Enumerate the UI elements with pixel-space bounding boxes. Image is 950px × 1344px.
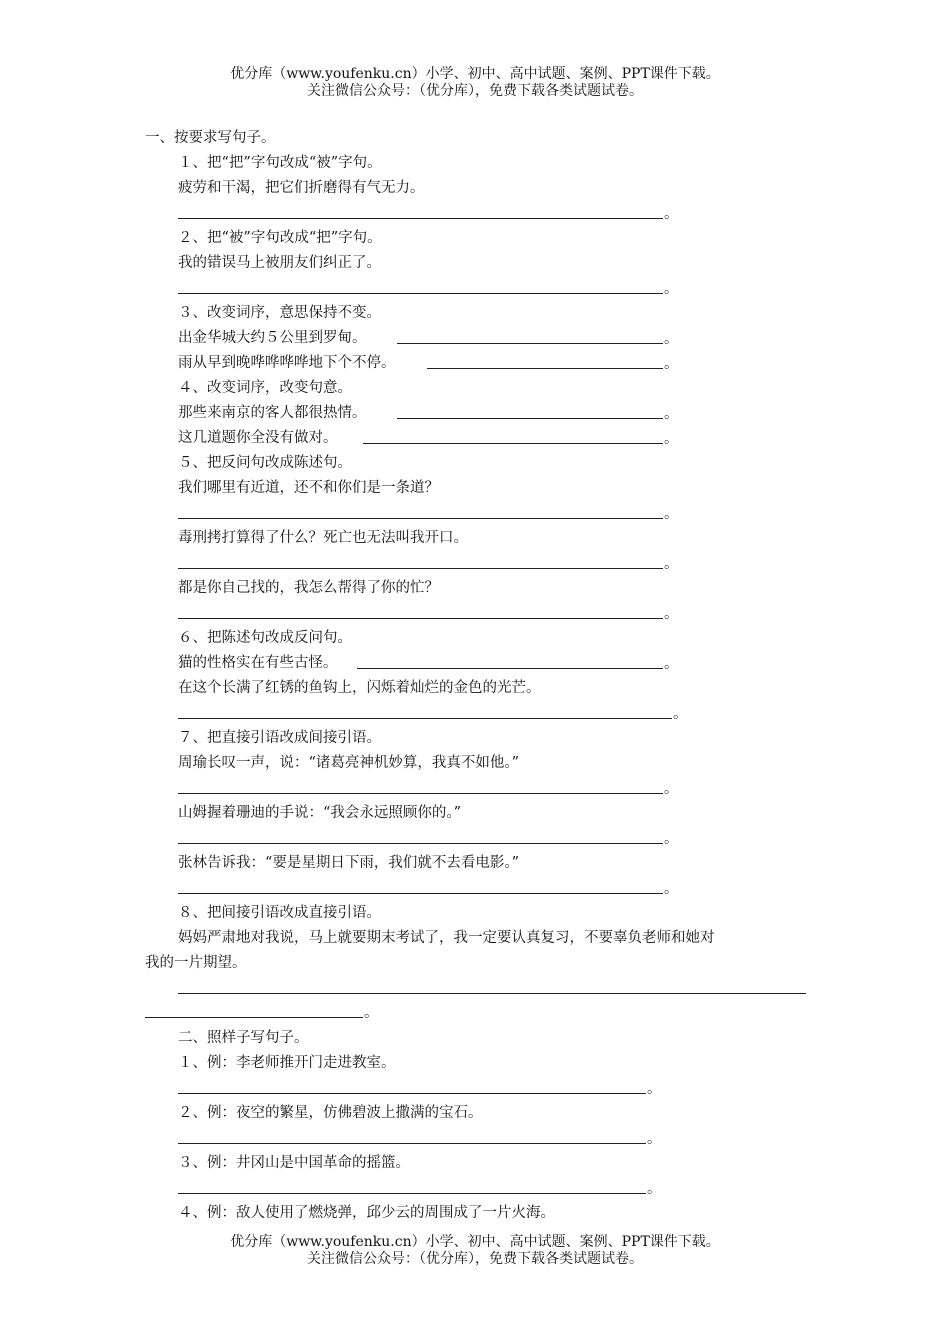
q6-sentence-1: 猫的性格实在有些古怪。 [178, 655, 338, 671]
s2-q2-period: 。 [647, 1131, 662, 1147]
s2-q1-answer-line[interactable] [178, 1093, 646, 1094]
q5-answer-line-2[interactable] [178, 568, 663, 569]
q3-period-2: 。 [664, 356, 679, 372]
q1-answer-line[interactable] [178, 218, 663, 219]
page-footer [0, 1234, 950, 1268]
section-1-title: 一、按要求写句子。 [145, 130, 276, 146]
q2-sentence: 我的错误马上被朋友们纠正了。 [178, 255, 381, 271]
q7-answer-line-3[interactable] [178, 893, 663, 894]
header-line-1: 优分库（www.youfenku.cn）小学、初中、高中试题、案例、PPT课件下载。 [230, 66, 720, 82]
q5-sentence-3: 都是你自己找的，我怎么帮得了你的忙？ [178, 580, 439, 596]
q4-period-1: 。 [664, 406, 679, 422]
q3-sentence-1: 出金华城大约５公里到罗甸。 [178, 330, 367, 346]
q5-sentence-1: 我们哪里有近道，还不和你们是一条道？ [178, 480, 439, 496]
header-line-2: 关注微信公众号：（优分库），免费下载各类试题试卷。 [307, 83, 643, 99]
q4-answer-line-1[interactable] [397, 418, 663, 419]
q7-period-2: 。 [664, 831, 679, 847]
q4-sentence-1: 那些来南京的客人都很热情。 [178, 405, 367, 421]
q4-sentence-2: 这几道题你全没有做对。 [178, 430, 338, 446]
q7-answer-line-1[interactable] [178, 793, 663, 794]
q2-period: 。 [664, 281, 679, 297]
q5-period-2: 。 [664, 556, 679, 572]
section-2-title: 二、照样子写句子。 [178, 1030, 309, 1046]
q2-answer-line[interactable] [178, 293, 663, 294]
footer-line-2: 关注微信公众号：（优分库），免费下载各类试题试卷。 [307, 1251, 643, 1267]
q8-answer-line-1[interactable] [178, 993, 806, 994]
q7-label: ７、把直接引语改成间接引语。 [178, 730, 381, 746]
q8-answer-line-2[interactable] [145, 1017, 363, 1018]
q8-label: ８、把间接引语改成直接引语。 [178, 905, 381, 921]
q7-answer-line-2[interactable] [178, 843, 663, 844]
q4-period-2: 。 [664, 431, 679, 447]
q5-answer-line-3[interactable] [178, 618, 663, 619]
q8-sentence-part-1: 妈妈严肃地对我说，马上就要期末考试了，我一定要认真复习，不要辜负老师和她对 [178, 930, 715, 946]
q6-period-2: 。 [673, 706, 688, 722]
q1-sentence: 疲劳和干渴，把它们折磨得有气无力。 [178, 180, 425, 196]
s2-q3-example: ３、例：井冈山是中国革命的摇篮。 [178, 1155, 410, 1171]
q5-period-3: 。 [664, 606, 679, 622]
q3-answer-line-2[interactable] [427, 368, 663, 369]
s2-q1-period: 。 [647, 1081, 662, 1097]
q7-period-1: 。 [664, 781, 679, 797]
footer-line-1: 优分库（www.youfenku.cn）小学、初中、高中试题、案例、PPT课件下载。 [230, 1234, 720, 1250]
q6-period-1: 。 [664, 656, 679, 672]
q3-answer-line-1[interactable] [397, 343, 663, 344]
q6-answer-line-2[interactable] [178, 718, 672, 719]
s2-q3-answer-line[interactable] [178, 1193, 646, 1194]
q3-sentence-2: 雨从早到晚哗哗哗哗地下个不停。 [178, 355, 396, 371]
q4-answer-line-2[interactable] [363, 443, 663, 444]
q7-sentence-3: 张林告诉我：“要是星期日下雨，我们就不去看电影。” [178, 855, 520, 871]
page-header [0, 66, 950, 100]
s2-q1-example: １、例：李老师推开门走进教室。 [178, 1055, 396, 1071]
q5-answer-line-1[interactable] [178, 518, 663, 519]
q8-period: 。 [364, 1005, 379, 1021]
q1-label: １、把“把”字句改成“被”字句。 [178, 155, 382, 171]
q1-period: 。 [664, 206, 679, 222]
q7-sentence-1: 周瑜长叹一声，说：“诸葛亮神机妙算，我真不如他。” [178, 755, 520, 771]
s2-q4-example: ４、例：敌人使用了燃烧弹，邱少云的周围成了一片火海。 [178, 1205, 555, 1221]
q6-sentence-2: 在这个长满了红锈的鱼钩上，闪烁着灿烂的金色的光芒。 [178, 680, 541, 696]
s2-q2-example: ２、例：夜空的繁星，仿佛碧波上撒满的宝石。 [178, 1105, 483, 1121]
q2-label: ２、把“被”字句改成“把”字句。 [178, 230, 382, 246]
q5-sentence-2: 毒刑拷打算得了什么？死亡也无法叫我开口。 [178, 530, 468, 546]
q6-label: ６、把陈述句改成反问句。 [178, 630, 352, 646]
q4-label: ４、改变词序，改变句意。 [178, 380, 352, 396]
q5-label: ５、把反问句改成陈述句。 [178, 455, 352, 471]
q7-period-3: 。 [664, 881, 679, 897]
q7-sentence-2: 山姆握着珊迪的手说：“我会永远照顾你的。” [178, 805, 462, 821]
q5-period-1: 。 [664, 506, 679, 522]
q6-answer-line-1[interactable] [357, 668, 663, 669]
q8-sentence-part-2: 我的一片期望。 [145, 955, 247, 971]
s2-q3-period: 。 [647, 1181, 662, 1197]
s2-q2-answer-line[interactable] [178, 1143, 646, 1144]
q3-period-1: 。 [664, 331, 679, 347]
q3-label: ３、改变词序，意思保持不变。 [178, 305, 381, 321]
